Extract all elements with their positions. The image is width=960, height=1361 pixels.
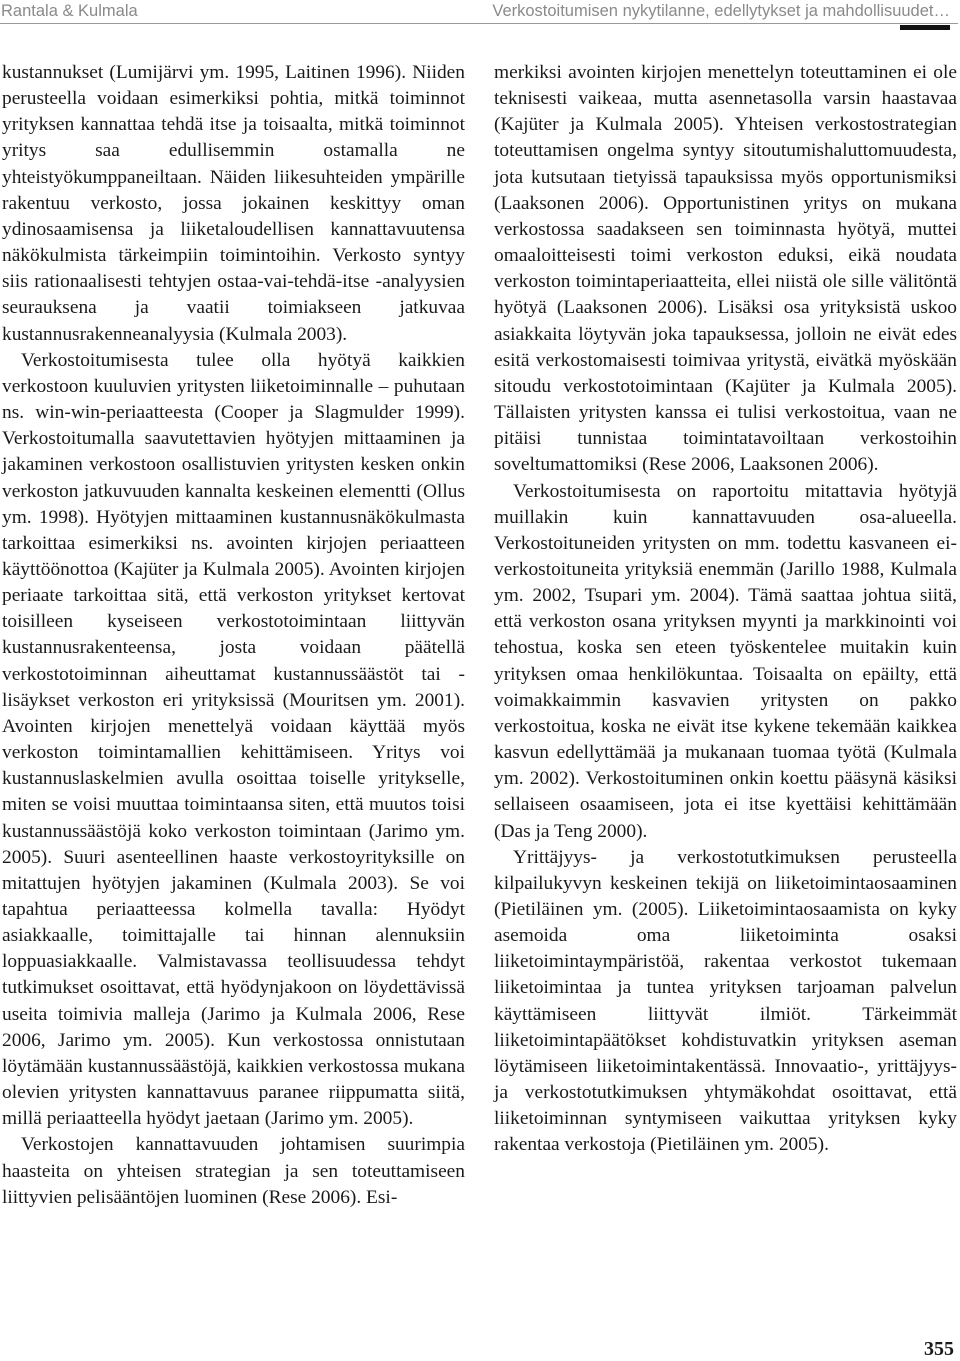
right-paragraph-3: Yrittäjyys- ja verkostotutkimuksen perusteella kilpailukyvyn keskeinen tekijä on liiketoimintaosaaminen (Pietiläinen ym. (2005). Liiketoimintaosaamista on kyky asemoida oma liiketoiminta osaksi liiketoimintaympäristöä, rakentaa verkostot tukemaan liiketoimintaa ja tuntea yrityksen tarjoaman palvelun käyttämiseen liittyvät ilmiöt. Tärkeimmät liiketoimintapäätökset kohdistuvatkin yrityksen aseman löytämiseen liiketoimintakentässä. Innovaatio-, yrittäjyys- ja verkostotutkimuksen yhtymäkohdat osoittavat, että liiketoiminnan syntymiseen vaikuttaa yrityksen kyky rakentaa verkostoja (Pietiläinen ym. 2005). (494, 846, 957, 1156)
running-header (0, 0, 960, 24)
left-paragraph-1: kustannukset (Lumijärvi ym. 1995, Laitinen 1996). Niiden perusteella voidaan esimerkiksi pohtia, mitkä toiminnot yrityksen kannattaa tehdä itse ja toisaalta, mitkä toiminnot yritys saa edullisemmin ostamalla ne yhteistyökumppaneiltaan. Näiden liikesuhteiden ympärille rakentuu verkosto, jossa jokainen keskittyy oman ydinosaamisensa ja liiketaloudellisen kannattavuutensa näkökulmista tärkeimpiin toimintoihin. Verkosto syntyy siis rationaalisesti tehtyjen ostaa-vai-tehdä-itse -analyysien seurauksena ja vaatii toimiakseen jatkuvaa kustannusrakenneanalyysia (Kulmala 2003). (2, 62, 465, 345)
header-authors: Rantala & Kulmala (1, 2, 138, 20)
right-paragraph-2: Verkostoitumisesta on raportoitu mitattavia hyötyjä muillakin kuin kannattavuuden osa-alueella. Verkostoituneiden yritysten on mm. todettu kasvaneen ei-verkostoituneita yrityksiä enemmän (Jarillo 1988, Kulmala ym. 2002, Tsupari ym. 2004). Tämä saattaa johtua siitä, että verkoston osana yrityksen myynti ja markkinointi voi tehostua, koska sen eteen työskentelee muitakin kuin yrityksen omaa henkilökuntaa. Toisaalta on epäilty, että voimakkaimmin kasvavien yritysten on pakko verkostoitua, koska ne eivät itse kykene tekemään kaikkea kasvun edellyttämää ja mukanaan tuomaa työtä (Kulmala ym. 2002). Verkostoituminen onkin koettu pääsynä käsiksi sellaiseen osaamiseen, jota ei itse kyettäisi kehittämään (Das ja Teng 2000). (494, 480, 957, 842)
right-paragraph-1: merkiksi avointen kirjojen menettelyn toteuttaminen ei ole teknisesti vaikeaa, mutta asennetasolla varsin haastavaa (Kajüter ja Kulmala 2005). Yhteisen verkostostrategian toteuttamisen ongelma syntyy sitoutumishaluttomuudesta, jota kutsutaan tietyissä tapauksissa myös opportunismiksi (Laaksonen 2006). Opportunistinen yritys on mukana verkostossa saadakseen sen toiminnasta hyötyä, muttei omaaloitteisesti toimi verkoston eduksi, eikä noudata verkoston toimintaperiaatteita, ellei niistä ole sille välitöntä hyötyä (Laaksonen 2006). Lisäksi osa yrityksistä uskoo asiakkaita löytyvän joka tapauksessa, jolloin ne eivät edes esitä verkostomaisesti toimivaa yritystä, eivätkä myöskään sitoudu verkostotoimintaan (Kajüter ja Kulmala 2005). Tällaisten yritysten kanssa ei tulisi verkostoitua, vaan ne pitäisi tunnistaa toimintatavoiltaan verkostoihin soveltumattomiksi (Rese 2006, Laaksonen 2006). (494, 62, 957, 476)
left-column (2, 60, 465, 1211)
left-paragraph-3: Verkostojen kannattavuuden johtamisen suurimpia haasteita on yhteisen strategian ja sen toteuttamiseen liittyvien pelisääntöjen luominen (Rese 2006). Esi- (2, 1134, 465, 1208)
left-paragraph-2: Verkostoitumisesta tulee olla hyötyä kaikkien verkostoon kuuluvien yritysten liiketoiminnalle – puhutaan ns. win-win-periaatteesta (Cooper ja Slagmulder 1999). Verkostoitumalla saavutettavien hyötyjen mittaaminen ja jakaminen verkostoon osallistuvien yritysten kesken onkin verkoston jatkuvuuden kannalta keskeinen elementti (Ollus ym. 1998). Hyötyjen mittaaminen kustannusnäkökulmasta tarkoittaa esimerkiksi ns. avointen kirjojen periaatteen käyttöönottoa (Kajüter ja Kulmala 2005). Avointen kirjojen periaate tarkoittaa sitä, että verkoston yritykset kertovat toisilleen kyseiseen verkostotoimintaan liittyvän kustannusrakenteensa, josta voidaan päätellä verkostotoiminnan aiheuttamat kustannussäästöt tai -lisäykset verkoston eri yrityksissä (Mouritsen ym. 2001). Avointen kirjojen menettelyä voidaan käyttää myös verkoston toimintamallien kehittämiseen. Yritys voi kustannuslaskelmien avulla osoittaa toiselle yritykselle, miten se voisi muuttaa toimintaansa siten, että muutos toisi kustannussäästöjä koko verkoston toimintaan (Jarimo ym. 2005). Suuri asenteellinen haaste verkostoyrityksille on mitattujen hyötyjen jakaminen (Kulmala 2003). Se voi tapahtua periaatteessa kolmella tavalla: Hyödyt asiakkaalle, toimittajalle tai hinnan alennuksiin loppuasiakkaalle. Valmistavassa teollisuudessa tehdyt tutkimukset osoittavat, että hyödynjakoon on löydettävissä useita toimivia malleja (Jarimo ja Kulmala 2006, Rese 2006, Jarimo ym. 2005). Kun verkostossa onnistutaan löytämään kustannussäästöjä, kaikkien verkostossa mukana olevien yritysten kannattavuus paranee riippumatta siitä, millä periaatteella hyödyt jaetaan (Jarimo ym. 2005). (2, 349, 465, 1130)
right-column (494, 60, 957, 1159)
header-tab-marker (900, 25, 950, 30)
header-rule (0, 23, 958, 24)
header-running-title: Verkostoitumisen nykytilanne, edellytykset ja mahdollisuudet… (492, 2, 950, 20)
page-number: 355 (924, 1338, 954, 1360)
